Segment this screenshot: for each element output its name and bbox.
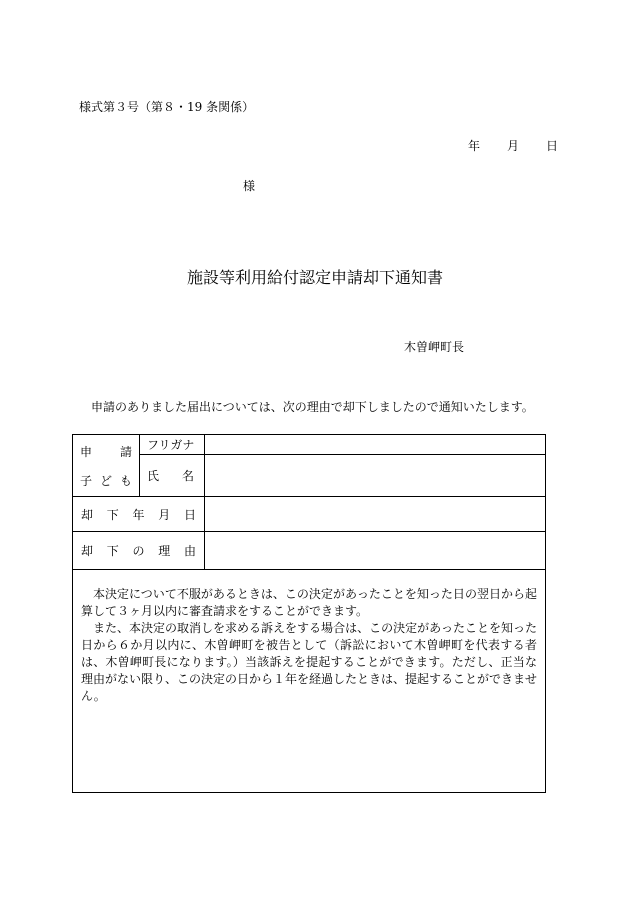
notice-paragraph-2: また、本決定の取消しを求める訴えをする場合は、この決定があったことを知った日から６か月以内に、木曽岬町を被告として（訴訟において木曽岬町を代表する者は、木曽岬町長になります。）当該訴えを提起することができます。ただし、正当な理由がない限り、この決定の日から１年を経過したときは、提起することができません。 <box>81 621 538 703</box>
intro-text: 申請のありました届出については、次の理由で却下しましたので通知いたします。 <box>91 400 534 414</box>
appeal-notice <box>73 570 546 793</box>
form-number: 様式第３号（第８・19 条関係） <box>79 100 255 114</box>
furigana-field[interactable] <box>205 435 546 455</box>
applicant-child-char: ど <box>99 473 112 488</box>
rejection-reason-field[interactable] <box>205 532 546 570</box>
application-table <box>72 434 546 793</box>
applicant-child-label <box>73 435 140 497</box>
rejection-reason-label: 却 下 の 理 由 <box>73 532 205 570</box>
date-year-label: 年 <box>468 139 481 153</box>
furigana-label: フリガナ <box>140 435 205 455</box>
applicant-child-char: 申 <box>80 444 93 459</box>
date-day-label: 日 <box>545 139 558 153</box>
applicant-child-char: 子 <box>80 473 93 488</box>
date-line <box>468 137 558 154</box>
document-title: 施設等利用給付認定申請却下通知書 <box>186 268 443 287</box>
rejection-date-label: 却 下 年 月 日 <box>73 497 205 532</box>
applicant-child-char: 請 <box>119 444 132 459</box>
applicant-child-char: も <box>119 473 132 488</box>
name-field[interactable] <box>205 455 546 497</box>
notice-paragraph-1: 本決定について不服があるときは、この決定があったことを知った日の翌日から起算して３ヶ月以内に審査請求をすることができます。 <box>81 587 537 618</box>
rejection-date-field[interactable] <box>205 497 546 532</box>
addressee-suffix: 様 <box>243 179 256 193</box>
date-month-label: 月 <box>506 139 519 153</box>
issuer-name: 木曽岬町長 <box>404 340 465 354</box>
name-label: 氏 名 <box>140 455 205 497</box>
